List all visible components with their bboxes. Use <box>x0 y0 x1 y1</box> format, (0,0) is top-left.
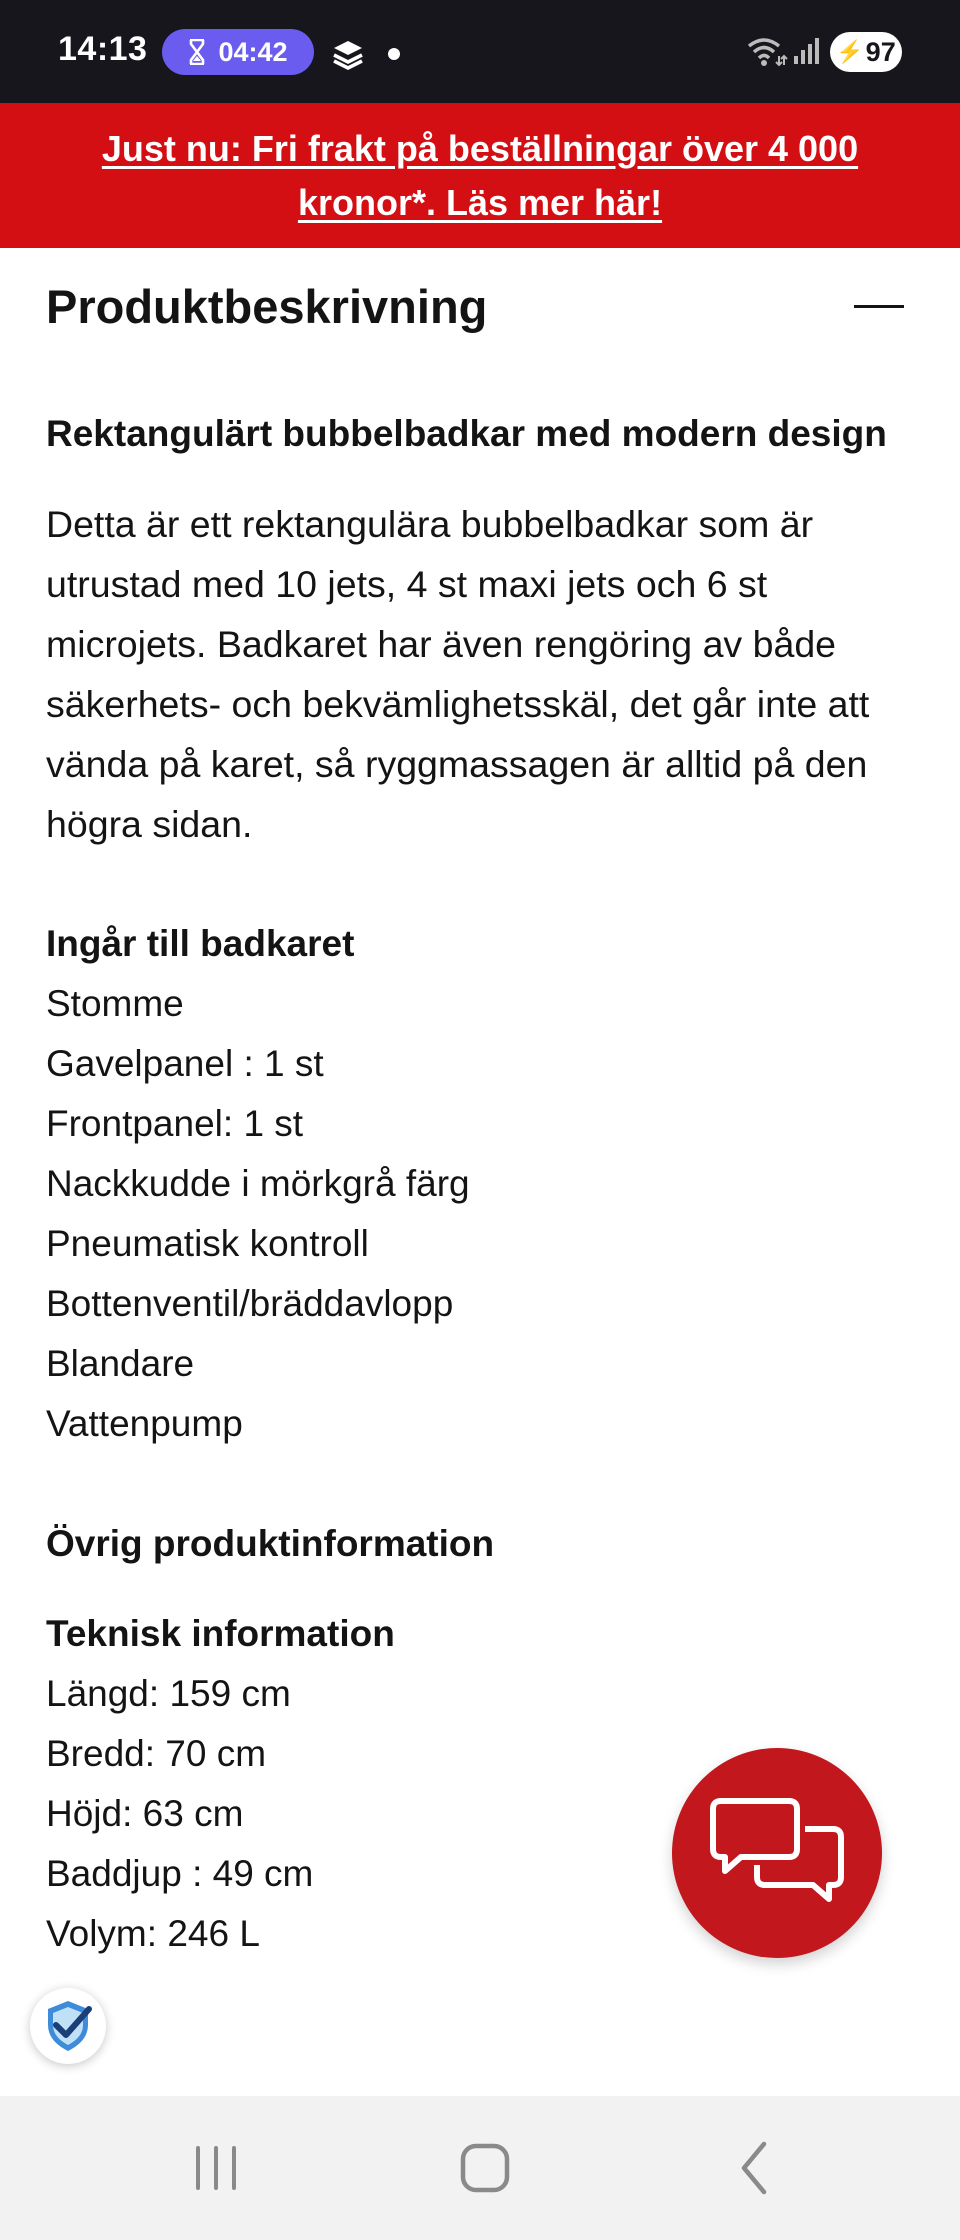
minus-icon <box>854 305 904 308</box>
included-heading: Ingår till badkaret <box>46 923 355 964</box>
hourglass-icon <box>188 39 206 65</box>
stack-icon <box>330 36 366 72</box>
recents-icon <box>176 2132 256 2204</box>
free-shipping-link[interactable]: Just nu: Fri frakt på beställningar över 4 000 kronor*. Läs mer här! <box>101 127 859 223</box>
list-item: Blandare <box>46 1343 195 1384</box>
status-time: 14:13 <box>58 30 148 68</box>
product-description-text: Detta är ett rektangulära bubbelbadkar som är utrustad med 10 jets, 4 st maxi jets och 6 st microjets. Badkaret har även rengöring av både säkerhets- och bekvämlighetsskäl, det går inte att vända på karet, så ryggmassagen är alltid på den högra sidan. <box>46 503 870 845</box>
charging-icon: ⚡ <box>836 39 864 64</box>
promo-banner <box>0 103 960 248</box>
list-item: Bredd: 70 cm <box>46 1733 267 1774</box>
list-item: Längd: 159 cm <box>46 1673 291 1714</box>
product-description-header[interactable] <box>46 275 914 339</box>
recents-button[interactable] <box>176 2132 256 2204</box>
list-item: Frontpanel: 1 st <box>46 1103 304 1144</box>
tech-info-heading: Teknisk information <box>46 1613 395 1654</box>
dot-icon <box>388 48 400 60</box>
system-nav-bar <box>0 2096 960 2240</box>
back-icon <box>714 2132 794 2204</box>
home-icon <box>445 2132 525 2204</box>
timer-value: 04:42 <box>218 36 288 67</box>
trust-badge[interactable] <box>30 1988 106 2064</box>
collapse-button[interactable] <box>844 275 914 339</box>
list-item: Nackkudde i mörkgrå färg <box>46 1163 470 1204</box>
chat-bubbles-icon <box>707 1793 847 1913</box>
list-item: Vattenpump <box>46 1403 243 1444</box>
battery-level: 97 <box>865 36 896 67</box>
home-button[interactable] <box>445 2132 525 2204</box>
list-item: Volym: 246 L <box>46 1913 260 1954</box>
list-item: Höjd: 63 cm <box>46 1793 244 1834</box>
verified-check-icon <box>39 1997 97 2055</box>
list-item: Gavelpanel : 1 st <box>46 1043 324 1084</box>
other-info-heading: Övrig produktinformation <box>46 1523 495 1564</box>
list-item: Bottenventil/bräddavlopp <box>46 1283 454 1324</box>
product-subtitle: Rektangulärt bubbelbadkar med modern design <box>46 413 887 454</box>
battery-icon <box>830 32 902 72</box>
list-item: Stomme <box>46 983 184 1024</box>
section-title: Produktbeskrivning <box>46 280 488 333</box>
product-description-content <box>46 404 926 1964</box>
timer-pill[interactable] <box>162 29 314 75</box>
list-item: Baddjup : 49 cm <box>46 1853 314 1894</box>
included-list <box>46 974 926 1454</box>
status-bar <box>0 0 960 103</box>
chat-button[interactable] <box>672 1748 882 1958</box>
back-button[interactable] <box>714 2132 794 2204</box>
signal-icon <box>792 36 822 66</box>
list-item: Pneumatisk kontroll <box>46 1223 369 1264</box>
wifi-icon <box>746 34 788 68</box>
